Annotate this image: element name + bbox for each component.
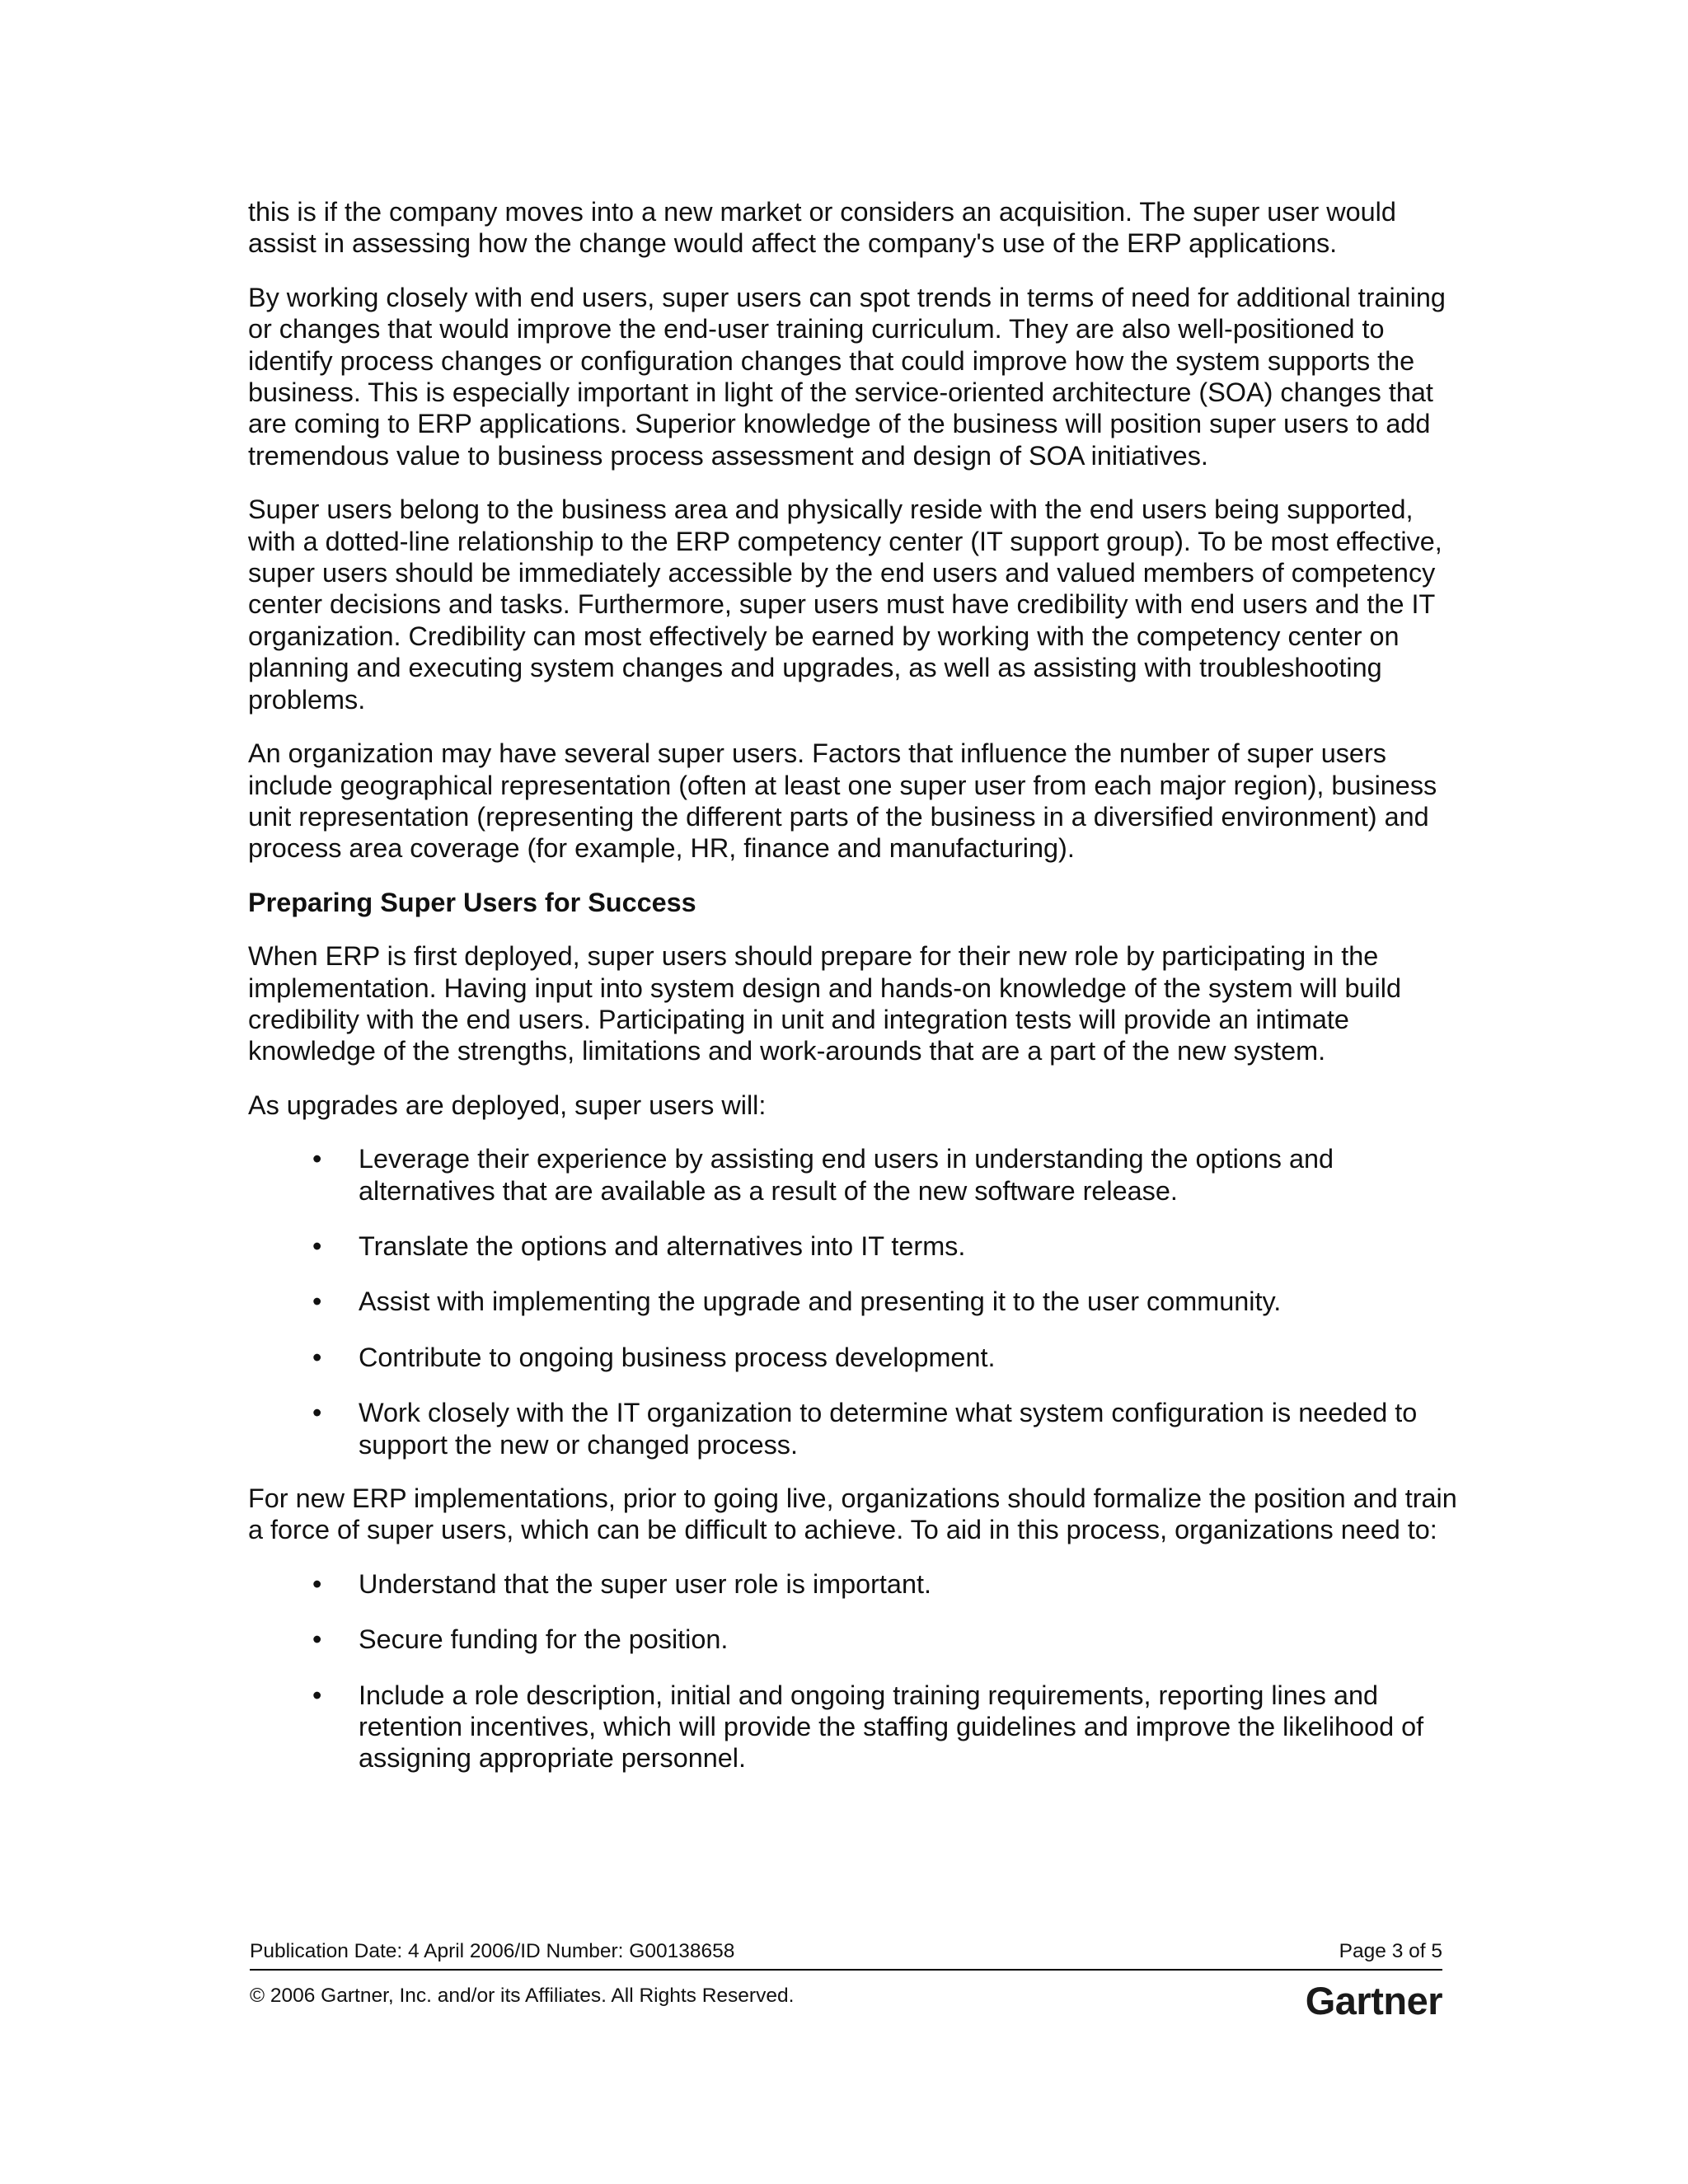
list-item: [248, 1230, 1460, 1262]
footer-divider: [250, 1969, 1442, 1971]
list-item-text: Include a role description, initial and ongoing training requirements, reporting lines and retention incentives, which will provide the staffing guidelines and improve the likelihood of assigning appropriate personnel.: [359, 1680, 1424, 1774]
list-item-text: Translate the options and alternatives into IT terms.: [359, 1230, 966, 1261]
paragraph: An organization may have several super users. Factors that influence the number of super users include geographical representation (often at least one super user from each major region), business unit representation (representing the different parts of the business in a diversified environment) and process area coverage (for example, HR, finance and manufacturing).: [248, 738, 1437, 864]
new-implementation-list: [248, 1568, 1460, 1774]
list-item: [248, 1143, 1460, 1207]
list-item-text: Work closely with the IT organization to determine what system configuration is needed to support the new or changed process.: [359, 1398, 1418, 1460]
section-heading: Preparing Super Users for Success: [248, 887, 696, 917]
list-item: [248, 1286, 1460, 1317]
bullet-icon: •: [312, 1568, 322, 1599]
list-item: [248, 1397, 1460, 1460]
list-item-text: Contribute to ongoing business process development.: [359, 1342, 996, 1372]
list-lead: As upgrades are deployed, super users will:: [248, 1090, 767, 1120]
list-item: [248, 1624, 1460, 1655]
bullet-icon: •: [312, 1342, 322, 1372]
bullet-icon: •: [312, 1624, 322, 1655]
page-footer: [250, 1939, 1442, 2022]
bullet-icon: •: [312, 1144, 322, 1174]
list-item-text: Secure funding for the position.: [359, 1624, 729, 1655]
page-number: Page 3 of 5: [1339, 1940, 1442, 1962]
list-item: [248, 1680, 1460, 1774]
paragraph: this is if the company moves into a new market or considers an acquisition. The super user would assist in assessing how the change would affect the company's use of the ERP applications.: [248, 197, 1396, 259]
bullet-icon: •: [312, 1680, 322, 1710]
upgrades-list: [248, 1143, 1460, 1460]
gartner-logo: Gartner: [1305, 1979, 1442, 2022]
paragraph: Super users belong to the business area and physically reside with the end users being supported, with a dotted-line relationship to the ERP competency center (IT support group). To be most effective, super users should be immediately accessible by the end users and valued members of competency center decisions and tasks. Furthermore, super users must have credibility with end users and the IT organization. Credibility can most effectively be earned by working with the competency center on planning and executing system changes and upgrades, as well as assisting with troubleshooting problems.: [248, 494, 1442, 715]
paragraph: By working closely with end users, super users can spot trends in terms of need for additional training or changes that would improve the end-user training curriculum. They are also well-positioned to identify process changes or configuration changes that could improve how the system supports the business. This is especially important in light of the service-oriented architecture (SOA) changes that are coming to ERP applications. Superior knowledge of the business will position super users to add tremendous value to business process assessment and design of SOA initiatives.: [248, 282, 1446, 471]
list-lead: For new ERP implementations, prior to going live, organizations should formalize the position and train a force of super users, which can be difficult to achieve. To aid in this process, organizations need to:: [248, 1483, 1457, 1545]
list-item-text: Leverage their experience by assisting end users in understanding the options and alternatives that are available as a result of the new software release.: [359, 1144, 1334, 1206]
paragraph: When ERP is first deployed, super users should prepare for their new role by participating in the implementation. Having input into system design and hands-on knowledge of the system will build credibility with the end users. Participating in unit and integration tests will provide an intimate knowledge of the strengths, limitations and work-arounds that are a part of the new system.: [248, 941, 1401, 1066]
bullet-icon: •: [312, 1398, 322, 1428]
document-body: [248, 196, 1460, 1797]
list-item-text: Assist with implementing the upgrade and presenting it to the user community.: [359, 1286, 1282, 1317]
bullet-icon: •: [312, 1286, 322, 1317]
bullet-icon: •: [312, 1230, 322, 1261]
footer-bottom-row: [250, 1977, 1442, 2022]
list-item: [248, 1568, 1460, 1600]
list-item-text: Understand that the super user role is important.: [359, 1568, 931, 1599]
copyright-notice: © 2006 Gartner, Inc. and/or its Affiliates. All Rights Reserved.: [250, 1985, 795, 2007]
footer-top-row: [250, 1939, 1442, 1964]
publication-info: Publication Date: 4 April 2006/ID Number: G00138658: [250, 1940, 735, 1962]
list-item: [248, 1342, 1460, 1373]
